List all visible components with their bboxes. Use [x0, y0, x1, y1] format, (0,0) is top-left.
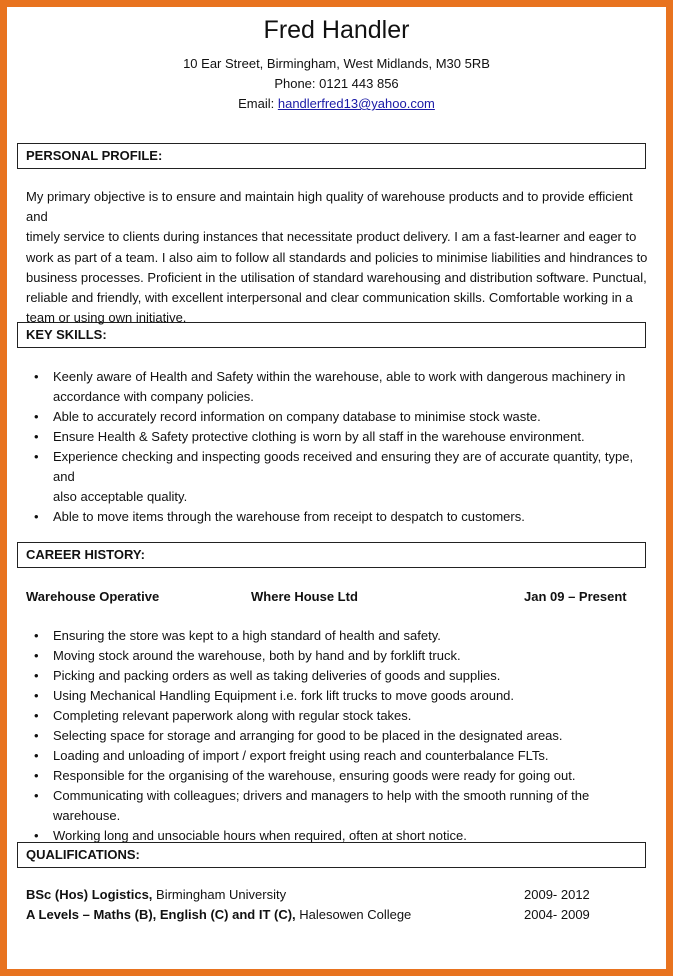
- phone-line: [7, 76, 666, 92]
- list-item: • Loading and unloading of import / export freight using reach and counterbalance FLTs.: [26, 746, 654, 766]
- list-item: [26, 367, 654, 407]
- candidate-name: Fred Handler: [263, 16, 410, 44]
- section-heading-profile: PERSONAL PROFILE:: [17, 143, 646, 169]
- cv-page: [7, 7, 666, 969]
- qualification-row: [26, 907, 411, 923]
- phone-label: Phone:: [274, 76, 316, 91]
- list-item-line: • Keenly aware of Health and Safety within the warehouse, able to work with dangerous machinery in: [53, 369, 626, 384]
- profile-line: timely service to clients during instances that necessitate product delivery. I am a fast-learner and eager to: [26, 229, 637, 245]
- career-duties-list: [26, 626, 654, 846]
- list-item-line: accordance with company policies.: [53, 389, 254, 404]
- qualification-title: A Levels – Maths (B), English (C) and IT (C),: [26, 907, 296, 922]
- section-heading-qualifications: QUALIFICATIONS:: [17, 842, 646, 868]
- email-link[interactable]: handlerfred13@yahoo.com: [277, 96, 435, 111]
- list-item-line: • Experience checking and inspecting goods received and ensuring they are of accurate quantity, type, and: [53, 449, 634, 484]
- list-item: • Working long and unsociable hours when required, often at short notice.: [26, 826, 654, 846]
- profile-line: My primary objective is to ensure and maintain high quality of warehouse products and to provide efficient and: [26, 189, 633, 225]
- list-item: [26, 407, 654, 427]
- profile-line: work as part of a team. I also aim to follow all standards and policies to minimise liabilities and hindrances to: [26, 249, 648, 265]
- email-label: Email:: [238, 96, 275, 111]
- address: 10 Ear Street, Birmingham, West Midlands, M30 5RB: [183, 56, 490, 71]
- profile-line: reliable and friendly, with excellent interpersonal and clear communication skills. Comfortable working in a: [26, 290, 633, 306]
- qualification-institution: Halesowen College: [299, 907, 412, 922]
- list-item: [26, 427, 654, 447]
- profile-text: [26, 187, 651, 328]
- qualification-row: [26, 887, 286, 903]
- section-heading-skills: KEY SKILLS:: [17, 322, 646, 348]
- list-item-line: • Able to move items through the warehouse from receipt to despatch to customers.: [53, 509, 525, 524]
- profile-line: business processes. Proficient in the utilisation of standard warehousing and distribution software. Punctual,: [26, 269, 647, 285]
- qualification-title: BSc (Hos) Logistics,: [26, 887, 153, 902]
- section-heading-career: CAREER HISTORY:: [17, 542, 646, 568]
- qualification-dates: 2004- 2009: [524, 907, 590, 922]
- qualification-institution: Birmingham University: [156, 887, 287, 902]
- list-item-line: also acceptable quality.: [53, 489, 188, 504]
- job-dates: Jan 09 – Present: [524, 589, 627, 604]
- email-line: [7, 96, 666, 112]
- job-title: Warehouse Operative: [26, 589, 160, 604]
- list-item-line: • Able to accurately record information on company database to minimise stock waste.: [53, 409, 541, 424]
- list-item: • Selecting space for storage and arranging for good to be placed in the designated areas.: [26, 726, 654, 746]
- company-name: Where House Ltd: [251, 589, 358, 604]
- list-item: • Communicating with colleagues; drivers and managers to help with the smooth running of the warehouse.: [26, 786, 654, 826]
- phone-number: 0121 443 856: [319, 76, 399, 91]
- list-item: • Using Mechanical Handling Equipment i.e. fork lift trucks to move goods around.: [26, 686, 654, 706]
- list-item: • Picking and packing orders as well as taking deliveries of goods and supplies.: [26, 666, 654, 686]
- profile-line: team or using own initiative.: [26, 310, 187, 326]
- list-item: [26, 507, 654, 527]
- list-item-line: • Ensure Health & Safety protective clothing is worn by all staff in the warehouse environment.: [53, 429, 585, 444]
- skills-list: [26, 367, 654, 527]
- list-item: • Moving stock around the warehouse, both by hand and by forklift truck.: [26, 646, 654, 666]
- list-item: • Ensuring the store was kept to a high standard of health and safety.: [26, 626, 654, 646]
- list-item: • Responsible for the organising of the warehouse, ensuring goods were ready for going out.: [26, 766, 654, 786]
- list-item: [26, 447, 654, 507]
- list-item: • Completing relevant paperwork along with regular stock takes.: [26, 706, 654, 726]
- qualification-dates: 2009- 2012: [524, 887, 590, 902]
